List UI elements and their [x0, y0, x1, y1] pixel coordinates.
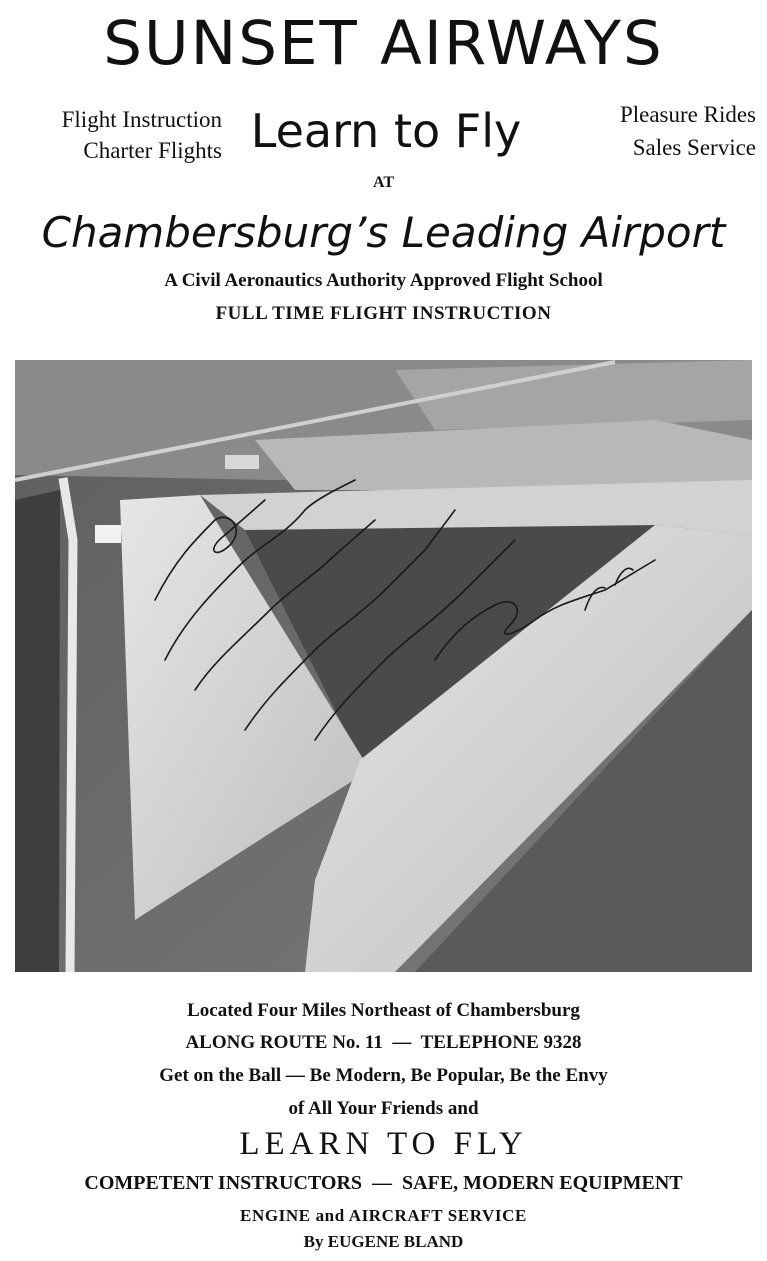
service-sales-service: Sales Service	[632, 135, 756, 160]
cta-line-2: of All Your Friends and	[288, 1098, 479, 1119]
service-pleasure-rides: Pleasure Rides	[619, 102, 756, 127]
approval-line: A Civil Aeronautics Authority Approved Flight School	[164, 270, 603, 291]
byline: By EUGENE BLAND	[303, 1232, 464, 1251]
brand-title: SUNSET AIRWAYS	[103, 8, 664, 79]
tagline: Learn to Fly	[250, 104, 522, 158]
aerial-photo-drawing	[15, 360, 752, 972]
service-line: ENGINE and AIRCRAFT SERVICE	[240, 1206, 527, 1225]
learn-to-fly-heading: LEARN TO FLY	[239, 1126, 528, 1162]
aerial-photo	[15, 360, 752, 972]
service-charter-flights: Charter Flights	[83, 138, 222, 163]
services-right	[566, 98, 756, 164]
cta-line-1: Get on the Ball — Be Modern, Be Popular, Be the Envy	[159, 1065, 608, 1086]
features-line: COMPETENT INSTRUCTORS — SAFE, MODERN EQUIPMENT	[84, 1172, 683, 1194]
full-time-line: FULL TIME FLIGHT INSTRUCTION	[215, 303, 552, 324]
hangar	[95, 525, 121, 543]
location-line: Located Four Miles Northeast of Chambersburg	[187, 1000, 580, 1021]
at-label: AT	[372, 174, 395, 191]
service-flight-instruction: Flight Instruction	[61, 107, 222, 132]
airport-heading: Chambersburg’s Leading Airport	[41, 208, 726, 257]
services-left	[10, 104, 222, 166]
route-phone-line: ALONG ROUTE No. 11 — TELEPHONE 9328	[185, 1032, 582, 1053]
